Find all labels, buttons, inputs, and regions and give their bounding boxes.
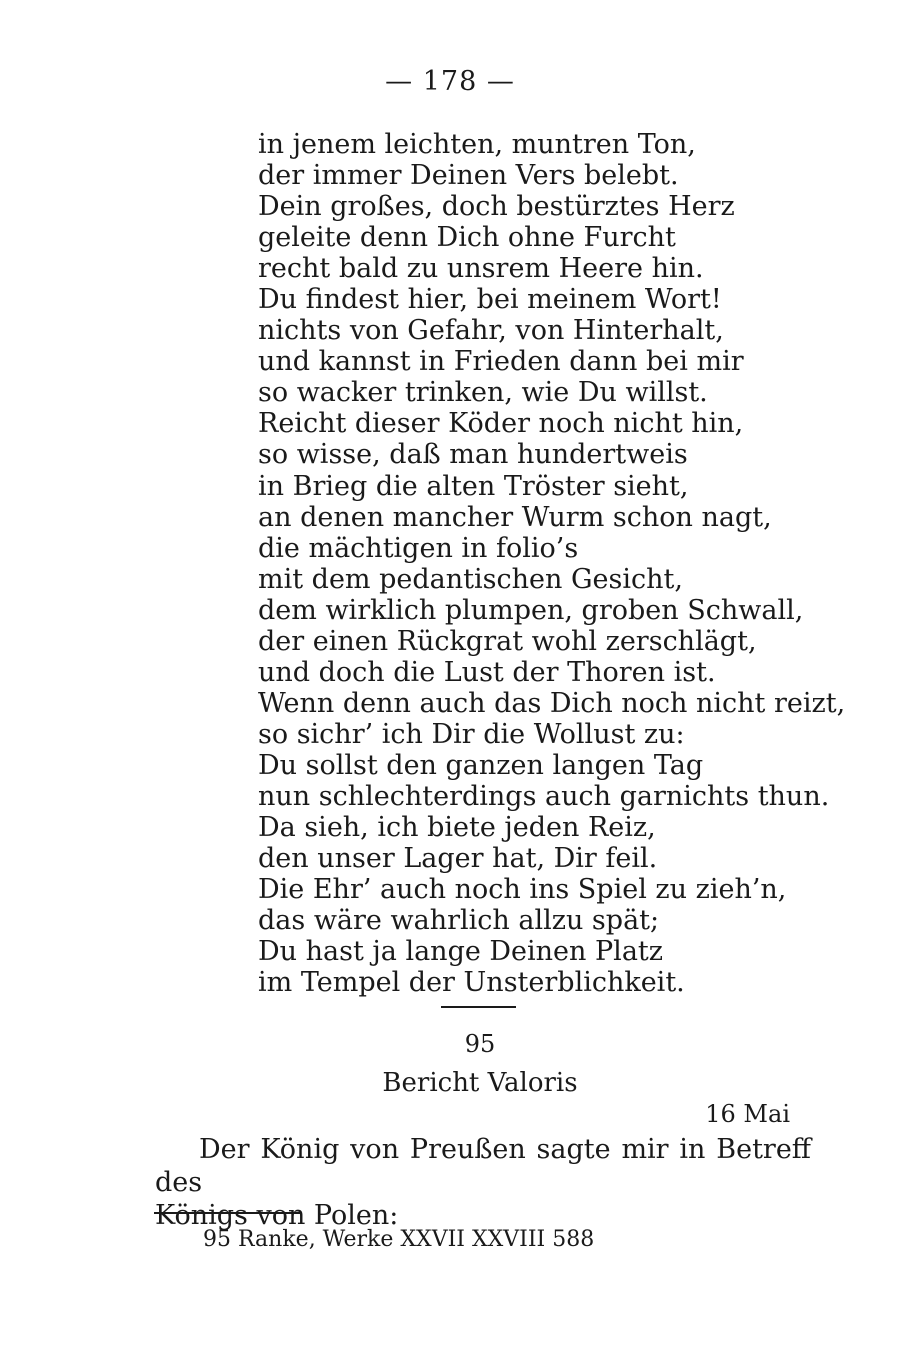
poem-line: das wäre wahrlich allzu spät; [258,905,660,937]
poem-line: und doch die Lust der Thoren ist. [258,656,716,688]
section-divider [441,1006,516,1008]
poem-line: den unser Lager hat, Dir feil. [258,843,658,875]
poem-line: nun schlechterdings auch garnichts thun. [258,780,830,812]
poem-line: in Brieg die alten Tröster sieht, [258,470,689,502]
poem-line: Du hast ja lange Deinen Platz [258,936,663,968]
poem-line: Dein großes, doch bestürztes Herz [258,191,735,223]
poem-line: und kannst in Frieden dann bei mir [258,346,744,378]
prose-paragraph [155,1133,811,1232]
footnote: 95 Ranke, Werke XXVII XXVIII 588 [203,1227,595,1252]
poem-line: mit dem pedantischen Gesicht, [258,563,683,595]
poem-line: recht bald zu unsrem Heere hin. [258,253,704,285]
poem-line: Wenn denn auch das Dich noch nicht reizt, [258,687,846,719]
poem-line: die mächtigen in folio’s [258,532,579,564]
poem-line: so sichr’ ich Dir die Wollust zu: [258,718,685,750]
poem-line: der einen Rückgrat wohl zerschlägt, [258,625,757,657]
page-number: — 178 — [385,66,515,97]
section-number: 95 [464,1030,496,1058]
poem-line: Die Ehr’ auch noch ins Spiel zu zieh’n, [258,874,787,906]
prose-line: Königs von Polen: [155,1200,399,1231]
poem-line: nichts von Gefahr, von Hinterhalt, [258,315,724,347]
section-title: Bericht Valoris [382,1068,578,1098]
poem-line: in jenem leichten, muntren Ton, [258,129,696,160]
prose-line: Der König von Preußen sagte mir in Betreff des [155,1134,811,1198]
poem-stanza [258,129,846,999]
poem-line: dem wirklich plumpen, groben Schwall, [258,594,804,626]
poem-line: der immer Deinen Vers belebt. [258,160,679,192]
poem-line: Reicht dieser Köder noch nicht hin, [258,408,744,440]
poem-line: Du findest hier, bei meinem Wort! [258,284,722,316]
footnote-rule [154,1212,300,1214]
poem-line: so wisse, daß man hundertweis [258,439,688,471]
section-date: 16 Mai [705,1100,790,1128]
poem-line: an denen mancher Wurm schon nagt, [258,501,772,533]
poem-line: geleite denn Dich ohne Furcht [258,222,676,254]
poem-line: Du sollst den ganzen langen Tag [258,749,704,781]
poem-line: so wacker trinken, wie Du willst. [258,377,708,409]
poem-line: im Tempel der Unsterblichkeit. [258,967,685,999]
poem-line: Da sieh, ich biete jeden Reiz, [258,812,656,844]
